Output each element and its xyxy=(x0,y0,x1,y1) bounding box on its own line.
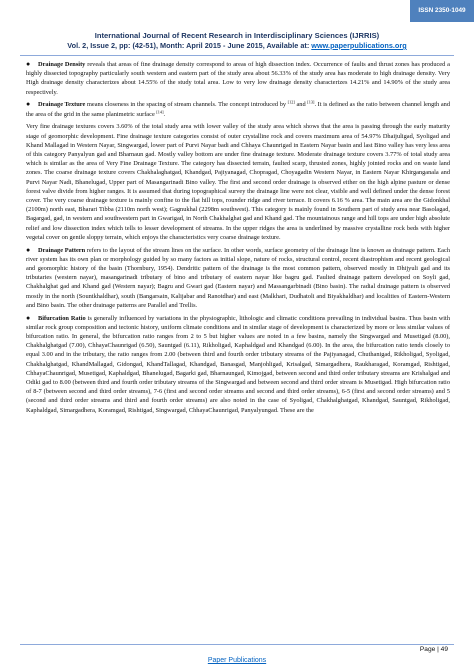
term-bifurcation-ratio: Bifurcation Ratio xyxy=(38,314,86,322)
term-drainage-pattern: Drainage Pattern xyxy=(38,246,86,254)
journal-title: International Journal of Recent Research in Interdisciplinary Sciences (IJRRIS) xyxy=(94,31,380,40)
bullet-icon: ● xyxy=(26,245,31,254)
paragraph-text: means closeness in the spacing of stream channels. The concept introduced by xyxy=(85,101,288,109)
issn-badge: ISSN 2350-1049 xyxy=(410,0,474,22)
volume-info: Vol. 2, Issue 2, pp: (42-51), Month: April 2015 - June 2015, Available at: xyxy=(67,41,312,50)
paragraph-drainage-density xyxy=(26,60,450,97)
paragraph-drainage-pattern xyxy=(26,246,450,310)
header-divider xyxy=(20,55,454,56)
publisher-link[interactable]: Paper Publications xyxy=(207,657,267,664)
citation-ref: [12] xyxy=(287,99,295,105)
page-number: Page | 49 xyxy=(419,646,448,653)
paragraph-text: . It is defined as the ratio between channel length and the area of the grid in the same planimetric surface xyxy=(26,101,450,118)
bullet-icon: ● xyxy=(26,100,31,109)
article-body xyxy=(26,60,450,418)
paragraph-texture-details: Very fine drainage textures covers 3.60% of the total study area with lower valley of the study area which shows that the area is passing through the early maturity stage of geomorphic development. Fine drainage texture categories consist of outer crystalline rock and covers maximum area of 54.97% Dhaijuligad, Syoligad and Khand Mallagad in Western Nayar, Singwargad, lower part of Purvi Nayar badi and Chhaya Chaunrigad in Eastern Nayar basin and last Bino valley has very less area of this category Panyalyun gad and Bharnaun gad. Mostly valley bottom are under fine drainage texture. Moderate drainage texture covers 3.77% of total study area which is similar as the area of Very Fine Drainage Texture. The category has dissected terrain, faulted scarp, thrusted zones, highly jointed rocks and on waste land zones. The coarse drainage texture covers Chakhalaghatgad, Khandgad, Pajiyanagad, Chopragad, Choyagadin Western Nayar, in Eastern Nayar Khirganganala and Purvi Nayar Nadi, Bhanelugad, Upper part of Masangarinadi Bino valley. The first and second order drainage is observed either on the high alpine pasture or dense forest valve divide from higher ranges. It is assumed that during topographical survey the drainage line were not clear, visible and well defined under the dense forest cover. The very coarse drainage texture is mainly confine to the flat hill tops, rounder ridge and river terrace. It covers 6.16 % area. The main area are the Gidonkhal (2100m) north east, Bharari Tibba (2110m north west); Gagnukhal (2298m southwest). This category is mainly found in Southern part of study area near Basolagad, Bagargad, gad, in western and southwestern part in Gwarigad, in North Chakhalghat gad and Khand gad. The mountainous range and hill tops are under high absolute relief and low dissection index which tells to lesser development of streams. In the upper ridges the area is underlined by massive crystalline rock beds with higher vegetal cover on gentle sloppy terrain, which enjoys the characteristics very coarse drainage texture. xyxy=(26,123,450,241)
paragraph-text: is generally influenced by variations in the physiographic, lithologic and climatic conditions prevailing in individual basins. Thus basin with similar rock group composition and tectonic history, uniform climate conditions and in similar stage of development is characterized by more or less similar values of bifurcation ratio. In general, the bifurcation ratio ranges from 2 to 5 but higher values are noted in a few basins, namely the Singwargad and Musetigad (8.00), Chakhalghatgad (7.00), ChhayaChaunrigad (6.50), Sauntgad (6.11), Rikholigad, Kaphaldgad and Khandgad (6.00). In the area, the bifurcation ratio tends closely to equal 3.00 and in the tributary, the ratio ranges from 2.00 (between third and fourth order tributary streams of the Pajiyanagad, Chuthanigad, Rikholigad, Syoligad, Chakhalghatgad, KhandMallagad, Gidongad, KhandTallagad, Khandgad, Banasgad, Manjohligad, Krisalgad, Simargadhera, Raukharagad, Koramgad, Rishtigad, ChhayaChaunrigad, Musetigad, Kaphaldgad, Bhanelugad, Bagarki gad, Bharnaungad, Kimojgad, between second and third order tributary streams are Krishalgad and Odiki gad to 8.00 (between third and fourth order tributary streams of the Singwargad and between second and third order stream is Musetigad. High bifurcation ratio of 8-7 (between second and third order streams), 7-6 (first and second order streams and second and third order streams), 6-5 (first and second order streams) and 5 (second and third order streams and third and fourth order streams) are also noted in the case of Syoligad, Chakhalghatgad, Khandgad, Sauntgad, Rikholigad, Kaphaldgad, Simargadhera, Koramgad, Rishtigad, Singwargad, ChhayaChaunrigad, Panyalyungad. These are the xyxy=(26,314,450,414)
footer-divider xyxy=(20,644,454,645)
paragraph-bifurcation-ratio xyxy=(26,314,450,415)
bullet-icon: ● xyxy=(26,313,31,322)
paragraph-text: . xyxy=(163,110,166,118)
citation-ref: [13] xyxy=(307,99,315,105)
paragraph-text: reveals that areas of fine drainage density correspond to areas of high dissection index. Occurrence of faults and thrust zones has produced a highly dissected topography particularly south western and eastern part of the study area about 56.33% of the study area has moderate to high drainage density. Very High drainage density characterizes about 14.55% of the study total area. Low to very low drainage density characterizes 14.21% and 14.90% of the study area respectively. xyxy=(26,61,450,96)
journal-website-link[interactable]: www.paperpublications.org xyxy=(311,41,407,50)
paragraph-text: refers to the layout of the stream lines on the surface. In other words, surface geometry of the drainage line is known as drainage pattern. Each river system has its own plan or morphology guided by so many factors as initial slope, nature of rocks, structural control, recent diastrophism and recent geological and geomorphic history of the basin (Thornbury, 1954). Dendritic pattern of the drainage is the most common pattern, observed mostly in Dhijyuli gad and its tributaries (western nayar), masangarinadi tributary of bino and tributary of eastern nayar like bagru gad. Faulted drainage pattern developed on Soyli gad, Chakhalghat gad and Khand gad (Western nayar); Bagru and Gwari gad (Eastern nayar) and Massangarbinadi (Bino basin). The radial drainage pattern is observed mostly in the north (Sountkhaldhar), south (Bangarsain, Kalijabar and Ranotdhar) and east (Malkhari, Dudhatoli and Biyakhaldhar) and localities of Eastern-Western and Bino basin. The other drainage patterns are Parallel and Trellis. xyxy=(26,246,450,309)
term-drainage-texture: Drainage Texture xyxy=(38,101,86,109)
citation-ref: [14] xyxy=(156,109,164,115)
bullet-icon: ● xyxy=(26,60,31,68)
paragraph-drainage-texture xyxy=(26,100,450,118)
term-drainage-density: Drainage Density xyxy=(38,61,86,68)
paragraph-text: and xyxy=(294,101,308,109)
journal-volume-line xyxy=(10,41,464,50)
